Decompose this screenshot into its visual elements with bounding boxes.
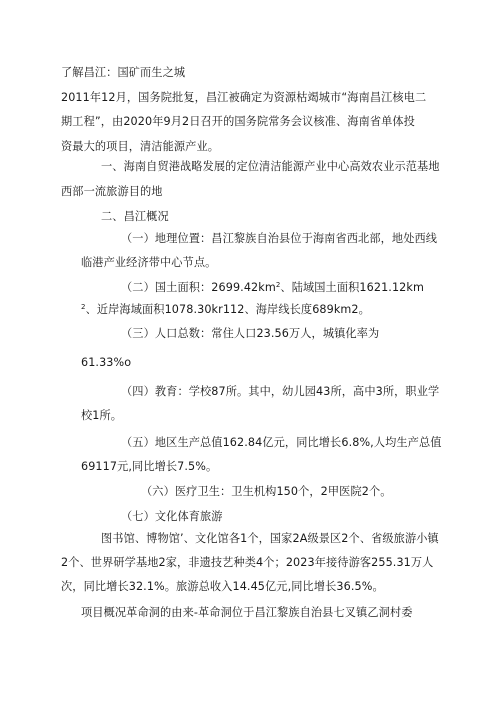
- item5-line-1: （五）地区生产总值162.84亿元，同比增长6.8%,人均生产总值: [121, 436, 442, 449]
- section1-line-1: 一、海南自贸港战略发展的定位清洁能源产业中心高效农业示范基地: [101, 160, 440, 173]
- intro-line-2: 期工程”，由2020年9月2日召开的国务院常务会议核准、海南省单体投: [61, 115, 415, 128]
- item1-line-1: （一）地理位置：昌江黎族自治县位于海南省西北部，地处西线: [121, 232, 438, 245]
- item7-title: （七）文化体育旅游: [121, 510, 223, 523]
- item7-line-1: 图书馆、博物馆’、文化馆各1个，国家2A级景区2个、省级旅游小镇: [101, 532, 439, 545]
- item2-line-1: [121, 281, 424, 295]
- item2-line-2: [81, 303, 370, 317]
- item2-sup-a: 2: [275, 281, 281, 289]
- item6-line: （六）医疗卫生：卫生机构150个，2甲医院2个。: [141, 485, 392, 498]
- item5-line-2: 69117元,同比增长7.5%。: [81, 460, 218, 473]
- intro-line-3: 资最大的项目，清洁能源产业。: [61, 140, 220, 153]
- section2-title: 二、昌江概况: [101, 210, 169, 223]
- item2-text-a: （二）国土面积：2699.42km: [121, 281, 276, 294]
- item4-line-2: 校1所。: [81, 409, 123, 422]
- item1-line-2: 临港产业经济带中心节点。: [81, 256, 217, 269]
- item3-line-2: 61.33%o: [81, 356, 132, 369]
- item2-text-b: 、陆域国土面积1621.12km: [280, 281, 424, 294]
- item4-line-1: （四）教育：学校87所。其中，幼儿园43所，高中3所，职业学: [121, 385, 440, 398]
- item3-line-1: （三）人口总数：常住人口23.56万人，城镇化率为: [121, 327, 380, 340]
- item7-line-2: 2个、世界研学基地2家，非遗技艺种类4个；2023年接待游客255.31万人: [61, 556, 434, 569]
- item2-text-c: 、近岸海域面积1078.30kr112、海岸线长度689km2。: [85, 303, 370, 316]
- item2-sup-b: 2: [81, 303, 86, 311]
- item7-line-3: 次，同比增长32.1%。旅游总收入14.45亿元,同比增长36.5%。: [61, 580, 384, 593]
- project-line-1: 项目概况革命洞的由来-革命洞位于昌江黎族自治县七叉镇乙洞村委: [81, 606, 413, 619]
- heading: 了解昌江：国矿而生之城: [61, 66, 186, 79]
- intro-line-1: 2011年12月，国务院批复，昌江被确定为资源枯竭城市“海南昌江核电二: [61, 91, 427, 104]
- section1-line-2: 西部一流旅游目的地: [61, 185, 163, 198]
